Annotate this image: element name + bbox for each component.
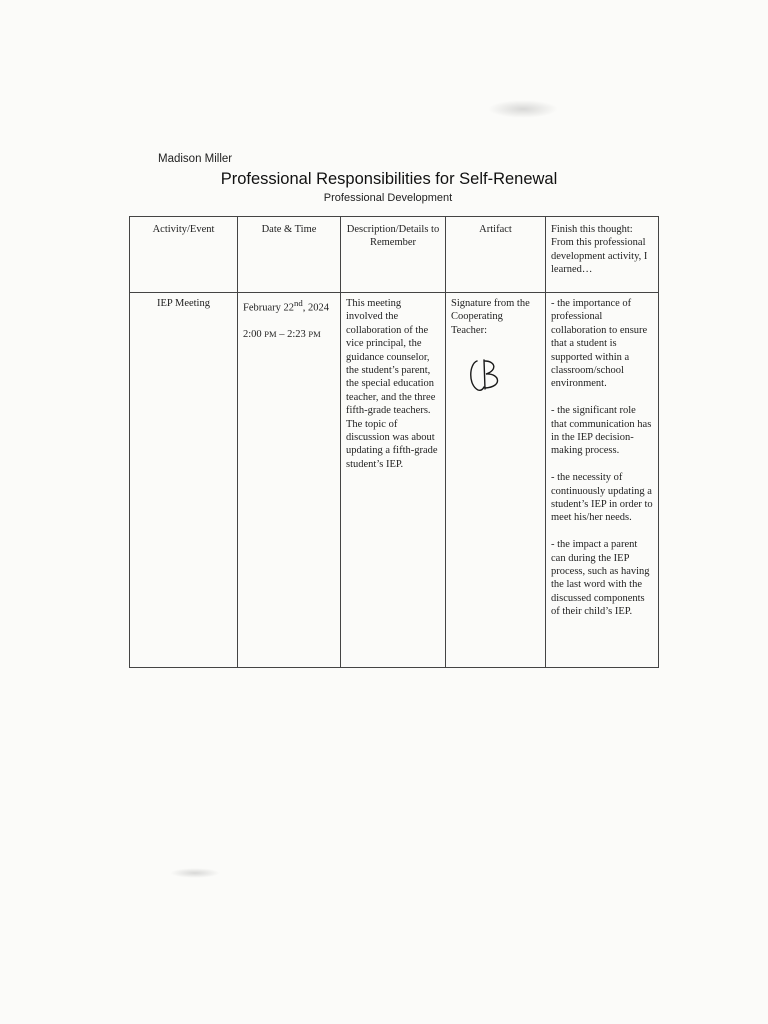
learned-item-3: - the necessity of continuously updating a student’s IEP in order to meet his/her needs. — [551, 472, 653, 524]
learned-item-4: - the impact a parent can during the IEP process, such as having the last word with the discussed components of their child’s IEP. — [551, 539, 650, 618]
table-row — [130, 293, 659, 668]
column-header-date-time: Date & Time — [238, 217, 341, 293]
artifact-text: Signature from the Cooperating Teacher: — [451, 298, 530, 336]
signature-cb — [465, 355, 509, 395]
page-title: Professional Responsibilities for Self-Renewal — [220, 170, 558, 188]
column-header-artifact: Artifact — [446, 217, 546, 293]
table-header-row — [130, 217, 659, 293]
time-start-period: PM — [264, 328, 277, 339]
description-cell: This meeting involved the collaboration of the vice principal, the guidance counselor, the student’s parent, the special education teacher, and the three fifth-grade teachers. The topic of discussion was about updating a fifth-grade student’s IEP. — [341, 293, 446, 668]
event-cell: IEP Meeting — [130, 293, 238, 668]
time-range — [243, 328, 335, 341]
author-name: Madison Miller — [158, 153, 233, 165]
development-table — [129, 216, 659, 668]
scan-smudge-top — [488, 100, 558, 118]
date-year: , 2024 — [302, 302, 330, 314]
date-ordinal: nd — [294, 298, 303, 308]
date-time-cell — [238, 293, 341, 668]
page-subtitle: Professional Development — [323, 192, 453, 204]
time-end: – 2:23 — [276, 328, 309, 340]
learned-item-1: - the importance of professional collaboration to ensure that a student is supported within a classroom/school environment. — [551, 298, 648, 390]
column-header-activity: Activity/Event — [130, 217, 238, 293]
artifact-cell — [446, 293, 546, 668]
time-end-period: PM — [308, 328, 321, 339]
time-start: 2:00 — [243, 328, 265, 340]
learned-cell — [546, 293, 659, 668]
learned-item-2: - the significant role that communication has in the IEP decision-making process. — [551, 405, 652, 457]
column-header-description: Description/Details to Remember — [341, 217, 446, 293]
column-header-learned: Finish this thought: From this professional development activity, I learned… — [546, 217, 659, 293]
date-text: February 22 — [243, 302, 295, 314]
scan-smudge-bottom — [170, 868, 220, 878]
